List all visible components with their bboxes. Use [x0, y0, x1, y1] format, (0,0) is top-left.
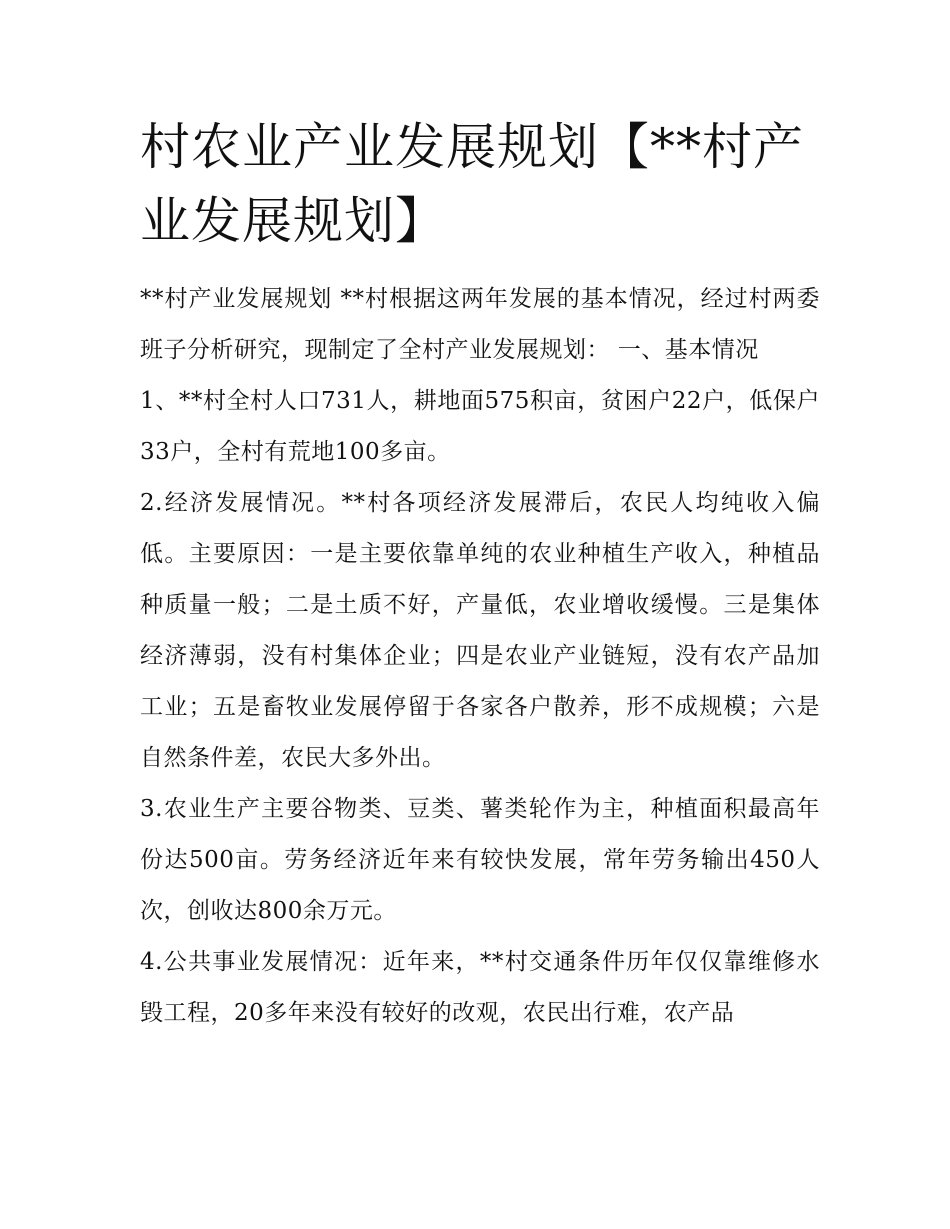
paragraph-population: 1、**村全村人口731人，耕地面575积亩，贫困户22户，低保户33户，全村有荒地100多亩。 — [140, 388, 820, 465]
paragraph-public-affairs: 4.公共事业发展情况：近年来，**村交通条件历年仅仅靠维修水毁工程，20多年来没有较好的改观，农民出行难，农产品 — [140, 949, 820, 1026]
document-title: 村农业产业发展规划【**村产业发展规划】 — [140, 118, 804, 250]
paragraph-agriculture: 3.农业生产主要谷物类、豆类、薯类轮作为主，种植面积最高年份达500亩。劳务经济近年来有较快发展，常年劳务输出450人次，创收达800余万元。 — [140, 796, 820, 924]
paragraph-economy: 2.经济发展情况。**村各项经济发展滞后，农民人均纯收入偏低。主要原因：一是主要依靠单纯的农业种植生产收入，种植品种质量一般；二是土质不好，产量低，农业增收缓慢。三是集体经济薄弱，没有村集体企业；四是农业产业链短，没有农产品加工业；五是畜牧业发展停留于各家各户散养，形不成规模；六是自然条件差，农民大多外出。 — [140, 490, 820, 771]
paragraph-intro: **村产业发展规划 **村根据这两年发展的基本情况，经过村两委班子分析研究，现制定了全村产业发展规划： 一、基本情况 — [140, 286, 820, 363]
document-body — [140, 110, 820, 1039]
